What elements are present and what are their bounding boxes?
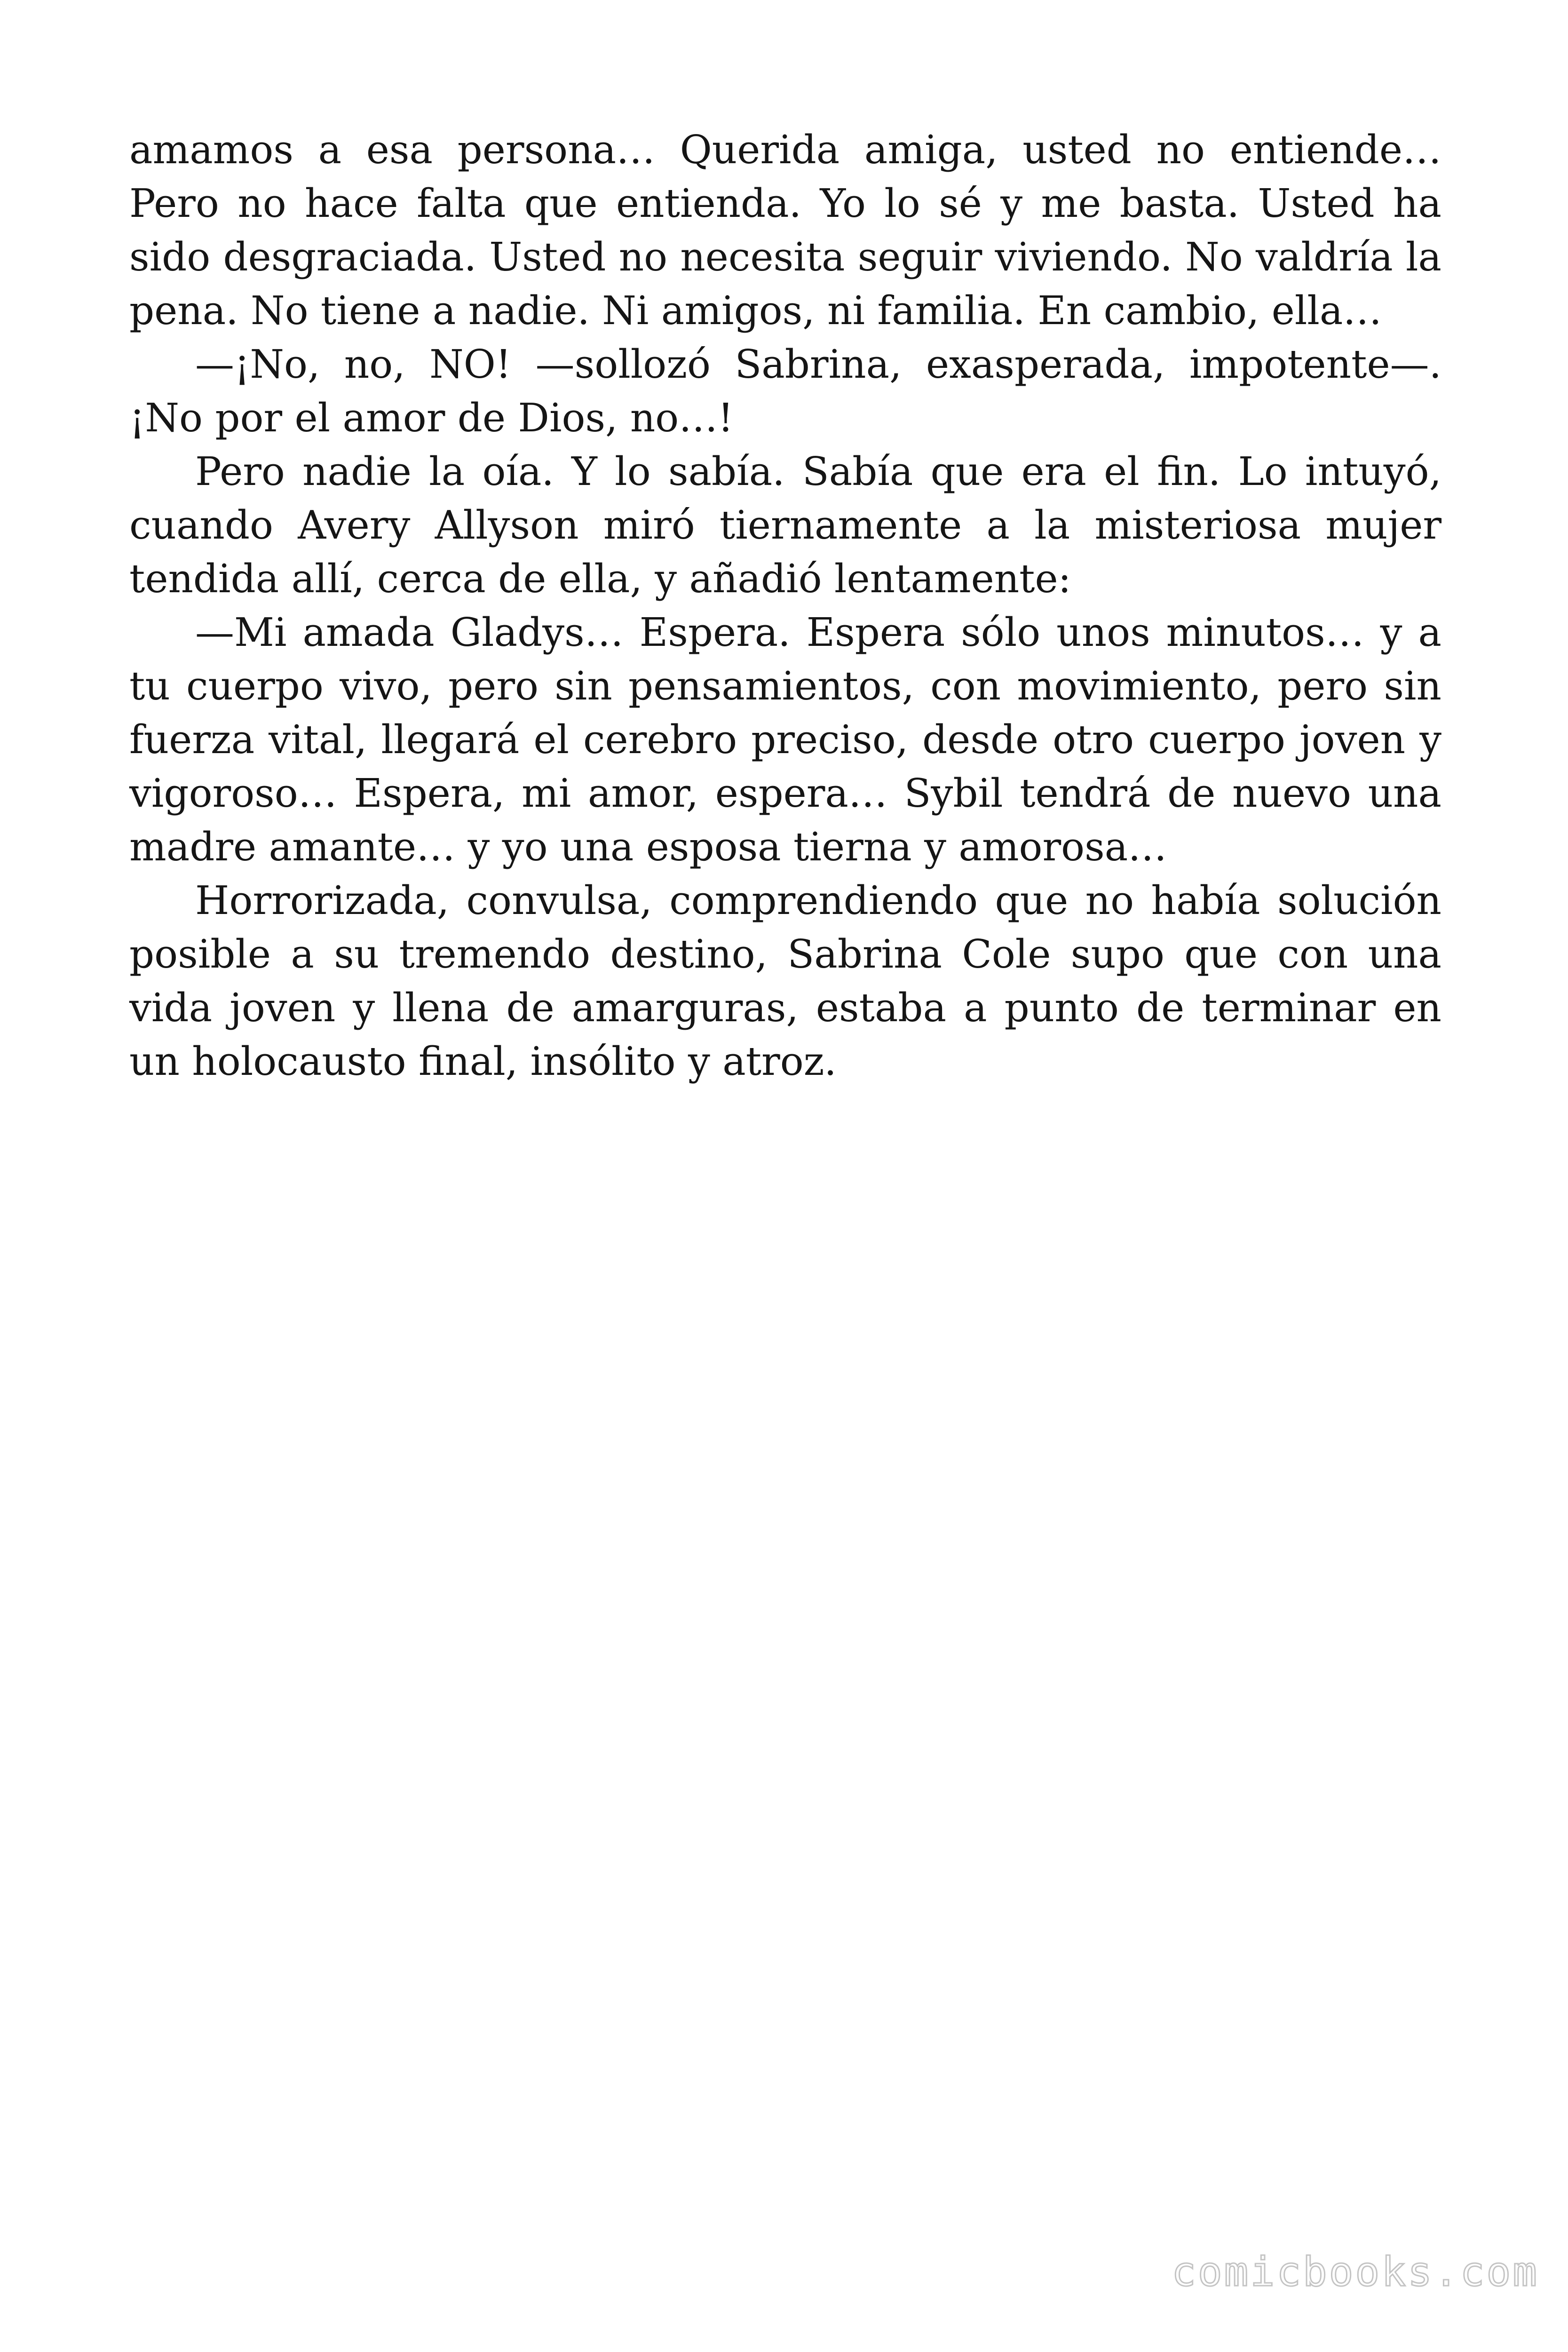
paragraph-2: —¡No, no, NO! —sollozó Sabrina, exasperada, impotente—. ¡No por el amor de Dios, no…! xyxy=(129,342,1441,441)
watermark-logo: comicbooks.com xyxy=(1172,2249,1539,2296)
paragraph-1: amamos a esa persona… Querida amiga, usted no entiende… Pero no hace falta que entienda. Yo lo sé y me basta. Usted ha sido desgraciada. Usted no necesita seguir viviendo. No valdría la pena. No tiene a nadie. Ni amigos, ni familia. En cambio, ella… xyxy=(129,127,1441,334)
body-text xyxy=(129,123,1441,1089)
paragraph-3: Pero nadie la oía. Y lo sabía. Sabía que era el fin. Lo intuyó, cuando Avery Allyson miró tiernamente a la misteriosa mujer tendida allí, cerca de ella, y añadió lentamente: xyxy=(129,449,1441,602)
paragraph-4: —Mi amada Gladys… Espera. Espera sólo unos minutos… y a tu cuerpo vivo, pero sin pensamientos, con movimiento, pero sin fuerza vital, llegará el cerebro preciso, desde otro cuerpo joven y vigoroso… Espera, mi amor, espera… Sybil tendrá de nuevo una madre amante… y yo una esposa tierna y amorosa… xyxy=(129,610,1441,870)
paragraph-5: Horrorizada, convulsa, comprendiendo que no había solución posible a su tremendo destino, Sabrina Cole supo que con una vida joven y llena de amarguras, estaba a punto de terminar en un holocausto final, insólito y atroz. xyxy=(129,878,1441,1084)
